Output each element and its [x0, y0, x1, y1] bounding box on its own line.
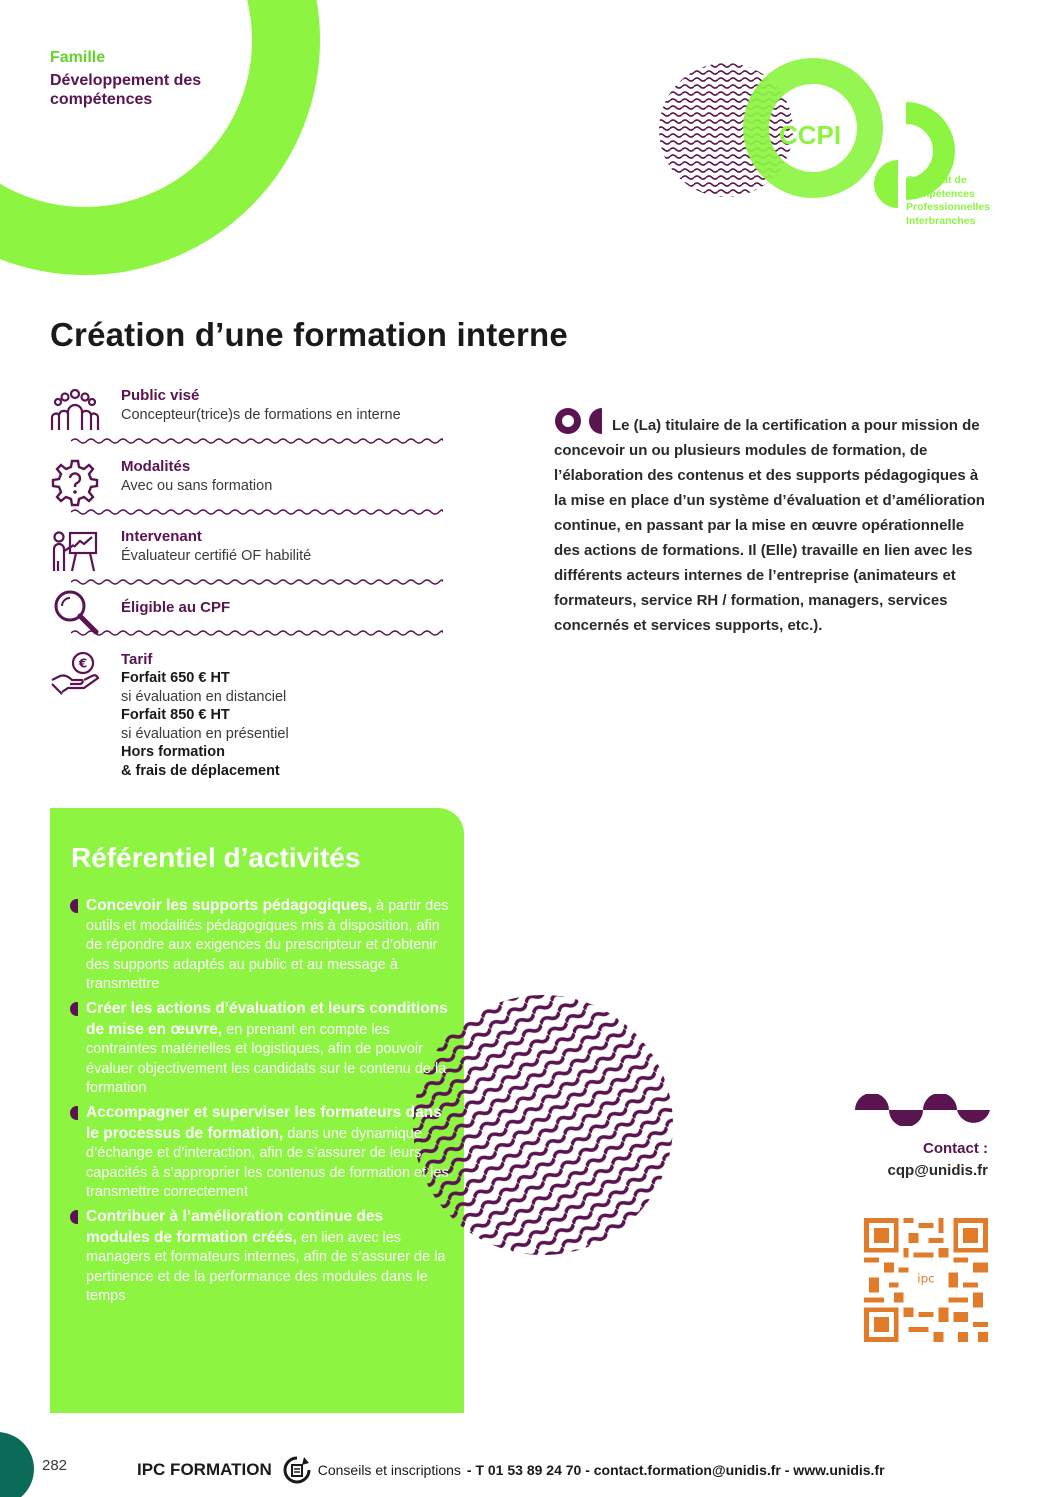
info-intervenant-text: [121, 527, 451, 566]
half-circle-bullet-icon: [70, 1210, 78, 1224]
info-intervenant-value: Évaluateur certifié OF habilité: [121, 548, 312, 564]
page-title: Création d’une formation interne: [50, 316, 568, 353]
ccpi-subtitle-line: Compétences: [906, 187, 975, 200]
ccpi-subtitle: [906, 174, 990, 228]
family-label: Famille: [50, 49, 106, 66]
info-tarif-text: [121, 650, 451, 780]
info-public-text: [121, 386, 451, 425]
list-item: [70, 1103, 450, 1203]
people-group-icon: [50, 386, 100, 436]
wave-circle-decoration: [413, 995, 673, 1255]
presenter-board-icon: [50, 527, 100, 577]
activity-heading: Contribuer à l’amélioration continue des modules de formation créés,: [86, 1207, 384, 1246]
family-name: Développement des compétences: [50, 72, 202, 108]
info-modalites-title: Modalités: [121, 458, 191, 475]
svg-text:€: €: [78, 656, 88, 671]
info-intervenant-title: Intervenant: [121, 528, 202, 545]
list-item: [70, 999, 450, 1099]
contact-email[interactable]: cqp@unidis.fr: [887, 1162, 988, 1179]
euro-hand-icon: [50, 650, 100, 700]
footer-bar: [137, 1455, 885, 1485]
footer-brand: IPC FORMATION: [137, 1460, 272, 1479]
activity-detail: dans une dynamique d’échange et d’interaction, afin de s’assurer de leurs capacités à s’approprier les contenus de formation et les transmettre correctement: [86, 1125, 449, 1201]
referentiel-list: [70, 896, 450, 1311]
description-block: [554, 406, 994, 638]
info-cpf-text: [121, 598, 451, 617]
half-circle-bullet-icon: [70, 1106, 78, 1120]
activity-heading: Accompagner et superviser les formateurs dans le processus de formation,: [86, 1103, 442, 1142]
activity-detail: à partir des outils et modalités pédagogiques mis à disposition, afin de répondre aux exigences du prescripteur et d’obtenir des supports adaptés au public et au message à transmettre: [86, 898, 449, 993]
tarif-line: & frais de déplacement: [121, 762, 280, 779]
tarif-lines: [121, 669, 451, 780]
svg-text:ipc: ipc: [917, 1271, 935, 1286]
info-public-title: Public visé: [121, 387, 200, 404]
footer-conseils: Conseils et inscriptions: [317, 1462, 461, 1478]
qr-code[interactable]: [864, 1218, 988, 1342]
contact-wave-icon: [855, 1094, 990, 1126]
activity-detail: en prenant en compte les contraintes matérielles et logistiques, afin de pouvoir évaluer objectivement les candidats sur le contenu de la formation: [86, 1021, 447, 1097]
ccpi-subtitle-line: Certificat de: [906, 174, 967, 186]
referentiel-title: Référentiel d’activités: [71, 842, 361, 873]
refresh-document-icon: [282, 1455, 312, 1485]
info-cpf-title: Éligible au CPF: [121, 599, 231, 616]
activity-detail: en lien avec les managers et formateurs internes, afin de s’assurer de la pertinence et de la performance des modules dans le temps: [86, 1229, 446, 1305]
footer-decoration: [0, 1432, 34, 1497]
info-modalites-text: [121, 457, 451, 496]
decorative-green-ring: [0, 0, 320, 275]
logo-green-half: [874, 160, 898, 208]
footer-contact[interactable]: - T 01 53 89 24 70 - contact.formation@unidis.fr - www.unidis.fr: [466, 1462, 885, 1478]
info-public-value: Concepteur(trice)s de formations en interne: [121, 407, 401, 423]
info-tarif: [50, 650, 450, 780]
ccpi-acronym: CCPI: [779, 120, 842, 150]
page-number: 282: [42, 1457, 68, 1474]
wave-separator: [71, 628, 443, 638]
wave-separator: [71, 436, 443, 446]
half-circle-bullet-icon: [70, 1002, 78, 1016]
family-header: [50, 48, 220, 109]
tarif-line: Forfait 850 € HT: [121, 707, 230, 723]
ccpi-subtitle-line: Interbranches: [906, 214, 976, 227]
list-item: [70, 896, 450, 995]
tarif-line: Hors formation: [121, 744, 225, 760]
contact-label: Contact :: [923, 1140, 988, 1157]
description-text: Le (La) titulaire de la certification a pour mission de concevoir un ou plusieurs modules de formation, de l’élaboration des contenus et des supports pédagogiques à la mise en place d’un système d’évaluation et d’amélioration continue, en passant par la mise en œuvre opérationnelle des actions de formations. Il (Elle) travaille en lien avec les différents acteurs internes de l’entreprise (animateurs et formateurs, service RH / formation, managers, services concernés et services supports, etc.).: [554, 417, 985, 634]
activity-heading: Créer les actions d’évaluation et leurs conditions de mise en œuvre,: [86, 999, 448, 1038]
tarif-line: Forfait 650 € HT: [121, 670, 230, 686]
tarif-line: si évaluation en distanciel: [121, 688, 287, 705]
half-circle-bullet-icon: [70, 899, 78, 913]
info-modalites-value: Avec ou sans formation: [121, 478, 273, 494]
gear-question-icon: [50, 457, 100, 507]
tarif-line: si évaluation en présentiel: [121, 725, 289, 742]
activity-heading: Concevoir les supports pédagogiques,: [86, 897, 372, 914]
wave-separator: [71, 507, 443, 517]
oc-mark-icon: [554, 406, 606, 436]
ccpi-subtitle-line: Professionnelles: [906, 201, 991, 213]
list-item: [70, 1207, 450, 1307]
info-tarif-title: Tarif: [121, 651, 153, 668]
